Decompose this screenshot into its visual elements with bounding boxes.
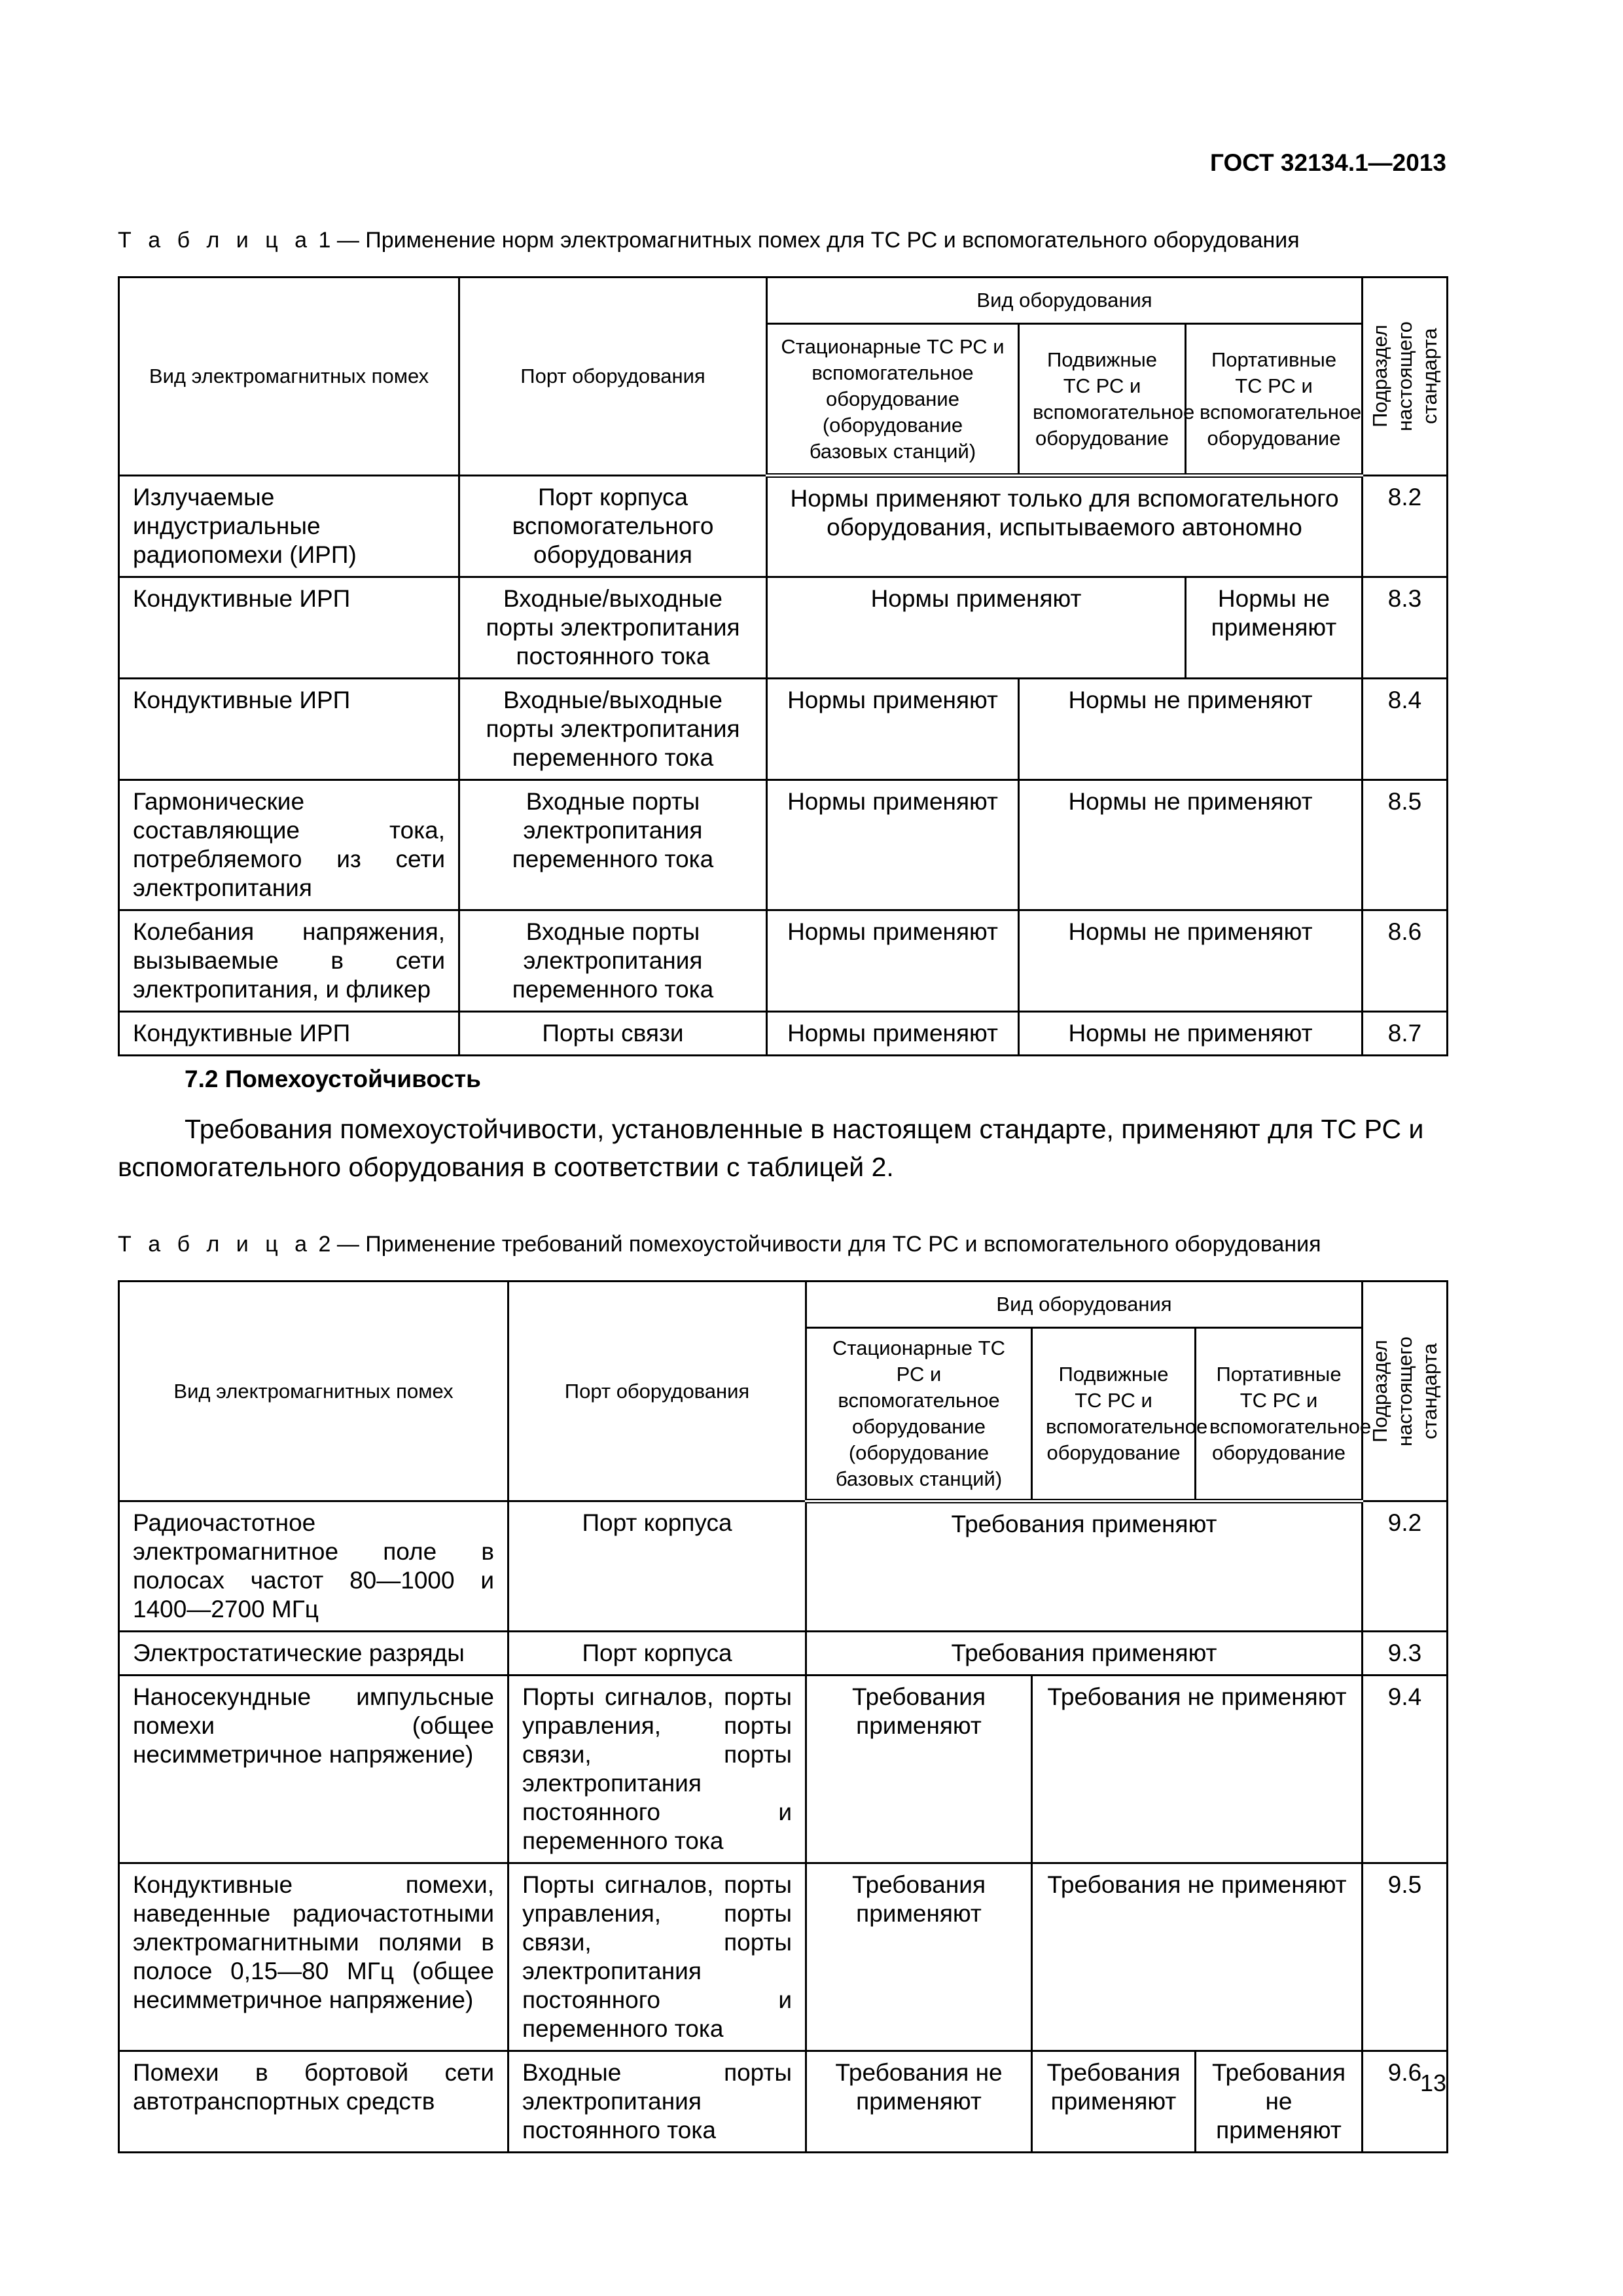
table-row xyxy=(119,1501,1448,1632)
table1-caption xyxy=(118,228,1300,253)
table1-cell-not-applies: Нормы не применяют xyxy=(1186,577,1363,679)
table2-cell-port: Порт корпуса xyxy=(508,1632,806,1676)
table2-cell-merged: Требования применяют xyxy=(806,1632,1363,1676)
section-paragraph xyxy=(118,1110,1446,1186)
table1-caption-text: 1 — Применение норм электромагнитных помех для ТС РС и вспомогательного оборудования xyxy=(318,228,1300,253)
table1-caption-label: Т а б л и ц а xyxy=(118,228,313,253)
table1-cell-not-applies: Нормы не применяют xyxy=(1019,1012,1363,1056)
table-row xyxy=(119,1632,1448,1676)
table1-col-stationary: Стационарные ТС РС и вспомогательное оборудование (оборудование базовых станций) xyxy=(767,324,1019,476)
table1-cell-applies: Нормы применяют xyxy=(767,1012,1019,1056)
table1-cell-applies: Нормы применяют xyxy=(767,679,1019,780)
table-row xyxy=(119,577,1448,679)
table1-col-port: Порт оборудования xyxy=(459,278,767,476)
table1-header-row xyxy=(119,278,1448,324)
table-row xyxy=(119,910,1448,1012)
table2-cell-subsection: 9.6 xyxy=(1363,2051,1448,2153)
table1-cell-type: Гармонические составляющие тока, потребляемого из сети электропитания xyxy=(119,780,459,910)
table2-col-subsection-text: Подраздел настоящего стандарта xyxy=(1368,1336,1441,1446)
table1-cell-port: Входные/выходные порты электропитания постоянного тока xyxy=(459,577,767,679)
table1-col-equipment: Вид оборудования xyxy=(767,278,1363,324)
section-title: 7.2 Помехоустойчивость xyxy=(185,1066,481,1092)
table2-col-equipment: Вид оборудования xyxy=(806,1282,1363,1328)
table1-cell-not-applies: Нормы не применяют xyxy=(1019,679,1363,780)
table2-cell-subsection: 9.5 xyxy=(1363,1863,1448,2051)
table2-cell-not-applies: Требования не применяют xyxy=(1032,1676,1363,1863)
table1-cell-subsection: 8.2 xyxy=(1363,476,1448,577)
table2-cell-applies: Требования применяют xyxy=(806,1676,1032,1863)
table1-cell-port: Входные порты электропитания переменного тока xyxy=(459,780,767,910)
table1-cell-merged: Нормы применяют только для вспомогательного оборудования, испытываемого автономно xyxy=(767,476,1363,577)
table2-cell-merged: Требования применяют xyxy=(806,1501,1363,1632)
table-row xyxy=(119,476,1448,577)
table1-cell-port: Входные/выходные порты электропитания переменного тока xyxy=(459,679,767,780)
table1-col-subsection-text: Подраздел настоящего стандарта xyxy=(1368,321,1441,432)
table1-cell-type: Колебания напряжения, вызываемые в сети электропитания, и фликер xyxy=(119,910,459,1012)
table1-cell-port: Входные порты электропитания переменного тока xyxy=(459,910,767,1012)
table2-caption-label: Т а б л и ц а xyxy=(118,1232,313,1257)
table1-col-type: Вид электромагнитных помех xyxy=(119,278,459,476)
table1-cell-subsection: 8.6 xyxy=(1363,910,1448,1012)
table2-col-stationary: Стационарные ТС РС и вспомогательное оборудование (оборудование базовых станций) xyxy=(806,1328,1032,1501)
table2-cell-not-applies: Требования не применяют xyxy=(1032,1863,1363,2051)
table1-cell-type: Излучаемые индустриальные радиопомехи (ИРП) xyxy=(119,476,459,577)
table2-cell-subsection: 9.2 xyxy=(1363,1501,1448,1632)
table-row xyxy=(119,1863,1448,2051)
table2-col-portable: Портативные ТС РС и вспомогательное оборудование xyxy=(1196,1328,1363,1501)
table2-caption xyxy=(118,1232,1321,1257)
table1-cell-type: Кондуктивные ИРП xyxy=(119,679,459,780)
table2-cell-type: Электростатические разряды xyxy=(119,1632,508,1676)
table2 xyxy=(118,1280,1448,2153)
section-paragraph-text: Требования помехоустойчивости, установленные в настоящем стандарте, применяют для ТС РС и вспомогательного оборудования в соответствии с таблицей 2. xyxy=(118,1114,1424,1182)
table1-cell-subsection: 8.5 xyxy=(1363,780,1448,910)
table1-cell-applies: Нормы применяют xyxy=(767,910,1019,1012)
table2-col-port: Порт оборудования xyxy=(508,1282,806,1501)
table2-cell-port: Порты сигналов, порты управления, порты связи, порты электропитания постоянного и переменного тока xyxy=(508,1863,806,2051)
table2-col-type: Вид электромагнитных помех xyxy=(119,1282,508,1501)
table1-cell-not-applies: Нормы не применяют xyxy=(1019,910,1363,1012)
table1-col-portable: Портативные ТС РС и вспомогательное оборудование xyxy=(1186,324,1363,476)
table-row xyxy=(119,1012,1448,1056)
table1 xyxy=(118,276,1448,1056)
table1-col-mobile: Подвижные ТС РС и вспомогательное оборудование xyxy=(1019,324,1186,476)
table2-cell-portable: Требования не применяют xyxy=(1196,2051,1363,2153)
table2-cell-type: Кондуктивные помехи, наведенные радиочастотными электромагнитными полями в полосе 0,15—80 МГц (общее несимметричное напряжение) xyxy=(119,1863,508,2051)
table2-cell-port: Входные порты электропитания постоянного тока xyxy=(508,2051,806,2153)
table1-cell-subsection: 8.4 xyxy=(1363,679,1448,780)
table1-cell-applies: Нормы применяют xyxy=(767,780,1019,910)
table-row xyxy=(119,2051,1448,2153)
table2-cell-port: Порт корпуса xyxy=(508,1501,806,1632)
table2-cell-subsection: 9.3 xyxy=(1363,1632,1448,1676)
table2-col-subsection xyxy=(1363,1282,1448,1501)
table1-cell-type: Кондуктивные ИРП xyxy=(119,1012,459,1056)
table1-cell-applies: Нормы применяют xyxy=(767,577,1186,679)
table2-header-row xyxy=(119,1282,1448,1328)
table1-col-subsection xyxy=(1363,278,1448,476)
table2-cell-applies: Требования применяют xyxy=(806,1863,1032,2051)
table1-cell-port: Порты связи xyxy=(459,1012,767,1056)
table2-cell-mobile: Требования применяют xyxy=(1032,2051,1196,2153)
table2-cell-subsection: 9.4 xyxy=(1363,1676,1448,1863)
table2-caption-text: 2 — Применение требований помехоустойчивости для ТС РС и вспомогательного оборудования xyxy=(318,1232,1321,1257)
table1-cell-type: Кондуктивные ИРП xyxy=(119,577,459,679)
document-header: ГОСТ 32134.1—2013 xyxy=(1209,149,1446,176)
table2-cell-type: Радиочастотное электромагнитное поле в полосах частот 80—1000 и 1400—2700 МГц xyxy=(119,1501,508,1632)
table1-cell-subsection: 8.7 xyxy=(1363,1012,1448,1056)
table2-col-mobile: Подвижные ТС РС и вспомогательное оборудование xyxy=(1032,1328,1196,1501)
table-row xyxy=(119,780,1448,910)
table1-cell-port: Порт корпуса вспомогательного оборудования xyxy=(459,476,767,577)
table2-cell-type: Помехи в бортовой сети автотранспортных средств xyxy=(119,2051,508,2153)
table2-cell-type: Наносекундные импульсные помехи (общее несимметричное напряжение) xyxy=(119,1676,508,1863)
table2-cell-port: Порты сигналов, порты управления, порты связи, порты электропитания постоянного и переменного тока xyxy=(508,1676,806,1863)
table1-cell-not-applies: Нормы не применяют xyxy=(1019,780,1363,910)
table2-cell-stationary: Требования не применяют xyxy=(806,2051,1032,2153)
table-row xyxy=(119,679,1448,780)
table-row xyxy=(119,1676,1448,1863)
table1-cell-subsection: 8.3 xyxy=(1363,577,1448,679)
page-number: 13 xyxy=(1419,2070,1446,2096)
